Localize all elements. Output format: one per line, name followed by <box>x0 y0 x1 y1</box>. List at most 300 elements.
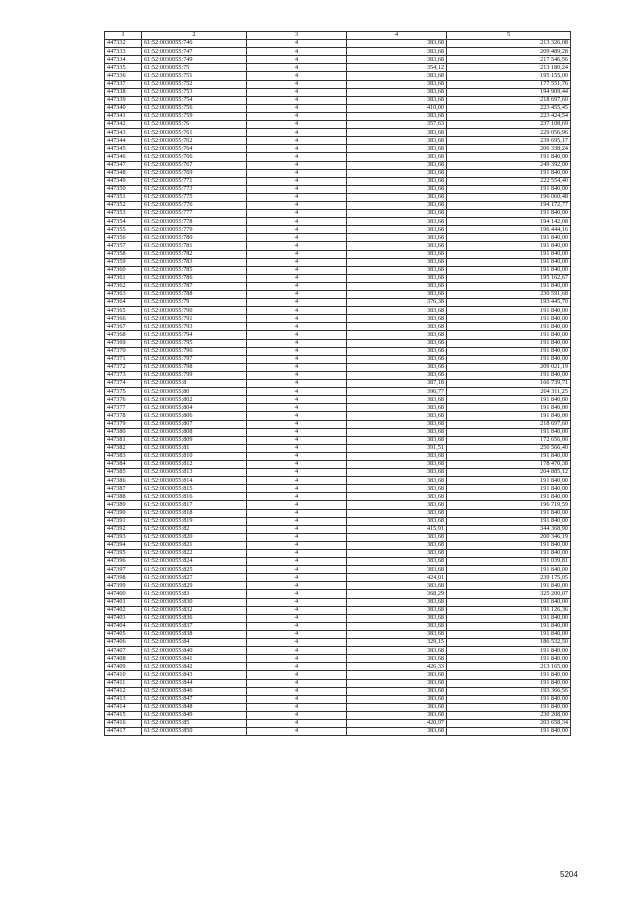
group-cell: 4 <box>247 428 347 436</box>
table-row <box>105 380 571 388</box>
rate-cell: 383,68 <box>347 323 447 331</box>
value-cell: 196 060,48 <box>447 193 571 201</box>
group-cell: 4 <box>247 663 347 671</box>
row-id-cell: 447337 <box>105 80 142 88</box>
cadastral-number-cell: 61:52:0030055:762 <box>142 137 247 145</box>
table-row <box>105 671 571 679</box>
group-cell: 4 <box>247 218 347 226</box>
cadastral-number-cell: 61:52:0030055:778 <box>142 218 247 226</box>
table-header-row <box>105 32 571 40</box>
value-cell: 213 326,08 <box>447 40 571 48</box>
table-row <box>105 598 571 606</box>
table-row <box>105 436 571 444</box>
value-cell: 191 840,00 <box>447 630 571 638</box>
value-cell: 203 658,34 <box>447 719 571 727</box>
value-cell: 191 840,00 <box>447 339 571 347</box>
table-row <box>105 48 571 56</box>
table-row <box>105 517 571 525</box>
group-cell: 4 <box>247 679 347 687</box>
rate-cell: 383,68 <box>347 210 447 218</box>
rate-cell: 383,68 <box>347 40 447 48</box>
group-cell: 4 <box>247 695 347 703</box>
table-row <box>105 477 571 485</box>
row-id-cell: 447408 <box>105 655 142 663</box>
cadastral-number-cell: 61:52:0030055:829 <box>142 582 247 590</box>
table-row <box>105 388 571 396</box>
table-row <box>105 719 571 727</box>
group-cell: 4 <box>247 145 347 153</box>
group-cell: 4 <box>247 96 347 104</box>
cadastral-number-cell: 61:52:0030055:838 <box>142 630 247 638</box>
cadastral-number-cell: 61:52:0030055:75 <box>142 64 247 72</box>
group-cell: 4 <box>247 307 347 315</box>
rate-cell: 383,68 <box>347 185 447 193</box>
row-id-cell: 447367 <box>105 323 142 331</box>
row-id-cell: 447391 <box>105 517 142 525</box>
value-cell: 191 840,00 <box>447 250 571 258</box>
cadastral-number-cell: 61:52:0030055:776 <box>142 201 247 209</box>
cadastral-number-cell: 61:52:0030055:850 <box>142 728 247 736</box>
group-cell: 4 <box>247 469 347 477</box>
value-cell: 191 840,00 <box>447 582 571 590</box>
group-cell: 4 <box>247 193 347 201</box>
value-cell: 191 840,00 <box>447 728 571 736</box>
group-cell: 4 <box>247 291 347 299</box>
group-cell: 4 <box>247 703 347 711</box>
value-cell: 196 719,59 <box>447 501 571 509</box>
value-cell: 249 392,00 <box>447 161 571 169</box>
rate-cell: 396,77 <box>347 388 447 396</box>
rate-cell: 383,68 <box>347 647 447 655</box>
value-cell: 250 566,40 <box>447 444 571 452</box>
rate-cell: 383,68 <box>347 517 447 525</box>
value-cell: 191 840,00 <box>447 509 571 517</box>
value-cell: 191 840,00 <box>447 598 571 606</box>
table-row <box>105 80 571 88</box>
value-cell: 191 840,00 <box>447 550 571 558</box>
group-cell: 4 <box>247 185 347 193</box>
row-id-cell: 447398 <box>105 574 142 582</box>
cadastral-number-cell: 61:52:0030055:790 <box>142 307 247 315</box>
group-cell: 4 <box>247 566 347 574</box>
value-cell: 191 840,00 <box>447 703 571 711</box>
value-cell: 204 311,25 <box>447 388 571 396</box>
row-id-cell: 447411 <box>105 679 142 687</box>
table-row <box>105 412 571 420</box>
column-header: 2 <box>142 32 247 40</box>
group-cell: 4 <box>247 711 347 719</box>
table-row <box>105 639 571 647</box>
rate-cell: 383,68 <box>347 630 447 638</box>
rate-cell: 383,68 <box>347 161 447 169</box>
group-cell: 4 <box>247 525 347 533</box>
rate-cell: 383,68 <box>347 242 447 250</box>
row-id-cell: 447412 <box>105 687 142 695</box>
rate-cell: 415,91 <box>347 525 447 533</box>
group-cell: 4 <box>247 396 347 404</box>
group-cell: 4 <box>247 728 347 736</box>
column-header: 3 <box>247 32 347 40</box>
row-id-cell: 447395 <box>105 550 142 558</box>
row-id-cell: 447338 <box>105 88 142 96</box>
rate-cell: 383,68 <box>347 533 447 541</box>
row-id-cell: 447397 <box>105 566 142 574</box>
group-cell: 4 <box>247 517 347 525</box>
rate-cell: 383,68 <box>347 282 447 290</box>
cadastral-number-cell: 61:52:0030055:85 <box>142 719 247 727</box>
value-cell: 191 840,00 <box>447 347 571 355</box>
group-cell: 4 <box>247 258 347 266</box>
value-cell: 344 368,90 <box>447 525 571 533</box>
rate-cell: 383,68 <box>347 347 447 355</box>
rate-cell: 354,12 <box>347 64 447 72</box>
value-cell: 191 840,00 <box>447 622 571 630</box>
value-cell: 204 885,12 <box>447 469 571 477</box>
group-cell: 4 <box>247 436 347 444</box>
group-cell: 4 <box>247 112 347 120</box>
row-id-cell: 447409 <box>105 663 142 671</box>
value-cell: 239 175,05 <box>447 574 571 582</box>
value-cell: 191 840,00 <box>447 671 571 679</box>
row-id-cell: 447380 <box>105 428 142 436</box>
value-cell: 191 840,00 <box>447 307 571 315</box>
row-id-cell: 447366 <box>105 315 142 323</box>
row-id-cell: 447341 <box>105 112 142 120</box>
rate-cell: 383,68 <box>347 412 447 420</box>
cadastral-number-cell: 61:52:0030055:837 <box>142 622 247 630</box>
value-cell: 191 840,00 <box>447 412 571 420</box>
rate-cell: 383,68 <box>347 339 447 347</box>
table-row <box>105 56 571 64</box>
rate-cell: 383,68 <box>347 606 447 614</box>
cadastral-number-cell: 61:52:0030055:795 <box>142 339 247 347</box>
row-id-cell: 447387 <box>105 485 142 493</box>
column-header: 1 <box>105 32 142 40</box>
value-cell: 191 840,00 <box>447 452 571 460</box>
group-cell: 4 <box>247 121 347 129</box>
rate-cell: 383,68 <box>347 201 447 209</box>
table-row <box>105 444 571 452</box>
table-row <box>105 323 571 331</box>
rate-cell: 383,68 <box>347 129 447 137</box>
table-row <box>105 582 571 590</box>
rate-cell: 424,01 <box>347 574 447 582</box>
rate-cell: 383,68 <box>347 428 447 436</box>
table-row <box>105 485 571 493</box>
row-id-cell: 447361 <box>105 274 142 282</box>
cadastral-number-cell: 61:52:0030055:756 <box>142 104 247 112</box>
row-id-cell: 447350 <box>105 185 142 193</box>
value-cell: 230 208,00 <box>447 711 571 719</box>
cadastral-number-cell: 61:52:0030055:804 <box>142 404 247 412</box>
row-id-cell: 447370 <box>105 347 142 355</box>
column-header: 5 <box>447 32 571 40</box>
group-cell: 4 <box>247 493 347 501</box>
value-cell: 191 840,00 <box>447 517 571 525</box>
cadastral-number-cell: 61:52:0030055:844 <box>142 679 247 687</box>
row-id-cell: 447362 <box>105 282 142 290</box>
rate-cell: 383,68 <box>347 622 447 630</box>
group-cell: 4 <box>247 48 347 56</box>
group-cell: 4 <box>247 129 347 137</box>
group-cell: 4 <box>247 622 347 630</box>
table-row <box>105 274 571 282</box>
group-cell: 4 <box>247 363 347 371</box>
row-id-cell: 447345 <box>105 145 142 153</box>
table-row <box>105 566 571 574</box>
rate-cell: 383,68 <box>347 234 447 242</box>
row-id-cell: 447376 <box>105 396 142 404</box>
table-row <box>105 307 571 315</box>
rate-cell: 383,68 <box>347 485 447 493</box>
cadastral-number-cell: 61:52:0030055:753 <box>142 88 247 96</box>
group-cell: 4 <box>247 477 347 485</box>
cadastral-number-cell: 61:52:0030055:814 <box>142 477 247 485</box>
table-row <box>105 655 571 663</box>
cadastral-number-cell: 61:52:0030055:779 <box>142 226 247 234</box>
cadastral-number-cell: 61:52:0030055:791 <box>142 315 247 323</box>
cadastral-number-cell: 61:52:0030055:796 <box>142 347 247 355</box>
group-cell: 4 <box>247 80 347 88</box>
cadastral-number-cell: 61:52:0030055:769 <box>142 169 247 177</box>
group-cell: 4 <box>247 201 347 209</box>
group-cell: 4 <box>247 509 347 517</box>
group-cell: 4 <box>247 541 347 549</box>
row-id-cell: 447354 <box>105 218 142 226</box>
value-cell: 191 840,00 <box>447 315 571 323</box>
value-cell: 213 165,00 <box>447 663 571 671</box>
row-id-cell: 447363 <box>105 291 142 299</box>
table-row <box>105 40 571 48</box>
row-id-cell: 447332 <box>105 40 142 48</box>
cadastral-number-cell: 61:52:0030055:847 <box>142 695 247 703</box>
value-cell: 191 840,00 <box>447 282 571 290</box>
group-cell: 4 <box>247 719 347 727</box>
cadastral-number-cell: 61:52:0030055:793 <box>142 323 247 331</box>
value-cell: 325 200,07 <box>447 590 571 598</box>
row-id-cell: 447384 <box>105 460 142 468</box>
rate-cell: 383,68 <box>347 315 447 323</box>
row-id-cell: 447377 <box>105 404 142 412</box>
group-cell: 4 <box>247 655 347 663</box>
value-cell: 191 840,00 <box>447 566 571 574</box>
cadastral-number-cell: 61:52:0030055:754 <box>142 96 247 104</box>
table-row <box>105 226 571 234</box>
cadastral-number-cell: 61:52:0030055:752 <box>142 80 247 88</box>
rate-cell: 383,68 <box>347 80 447 88</box>
value-cell: 191 840,00 <box>447 485 571 493</box>
rate-cell: 383,68 <box>347 96 447 104</box>
cadastral-number-cell: 61:52:0030055:817 <box>142 501 247 509</box>
value-cell: 194 909,44 <box>447 88 571 96</box>
cadastral-number-cell: 61:52:0030055:808 <box>142 428 247 436</box>
rate-cell: 368,29 <box>347 590 447 598</box>
row-id-cell: 447360 <box>105 266 142 274</box>
row-id-cell: 447378 <box>105 412 142 420</box>
table-row <box>105 104 571 112</box>
value-cell: 191 840,00 <box>447 371 571 379</box>
group-cell: 4 <box>247 72 347 80</box>
rate-cell: 383,68 <box>347 469 447 477</box>
cadastral-number-cell: 61:52:0030055:82 <box>142 525 247 533</box>
row-id-cell: 447369 <box>105 339 142 347</box>
cadastral-number-cell: 61:52:0030055:799 <box>142 371 247 379</box>
value-cell: 195 162,67 <box>447 274 571 282</box>
rate-cell: 383,68 <box>347 558 447 566</box>
row-id-cell: 447396 <box>105 558 142 566</box>
row-id-cell: 447373 <box>105 371 142 379</box>
table-row <box>105 371 571 379</box>
value-cell: 218 697,60 <box>447 420 571 428</box>
value-cell: 191 840,00 <box>447 428 571 436</box>
rate-cell: 383,68 <box>347 436 447 444</box>
table-row <box>105 525 571 533</box>
row-id-cell: 447381 <box>105 436 142 444</box>
rate-cell: 383,68 <box>347 363 447 371</box>
cadastral-number-cell: 61:52:0030055:759 <box>142 112 247 120</box>
group-cell: 4 <box>247 137 347 145</box>
row-id-cell: 447348 <box>105 169 142 177</box>
cadastral-number-cell: 61:52:0030055:83 <box>142 590 247 598</box>
cadastral-number-cell: 61:52:0030055:832 <box>142 606 247 614</box>
table-row <box>105 574 571 582</box>
value-cell: 166 739,71 <box>447 380 571 388</box>
value-cell: 230 591,68 <box>447 291 571 299</box>
table-row <box>105 331 571 339</box>
group-cell: 4 <box>247 671 347 679</box>
cadastral-number-cell: 61:52:0030055:775 <box>142 193 247 201</box>
row-id-cell: 447353 <box>105 210 142 218</box>
group-cell: 4 <box>247 210 347 218</box>
group-cell: 4 <box>247 331 347 339</box>
table-row <box>105 363 571 371</box>
table-row <box>105 404 571 412</box>
table-row <box>105 558 571 566</box>
value-cell: 229 056,96 <box>447 129 571 137</box>
row-id-cell: 447399 <box>105 582 142 590</box>
cadastral-number-cell: 61:52:0030055:767 <box>142 161 247 169</box>
cadastral-number-cell: 61:52:0030055:849 <box>142 711 247 719</box>
rate-cell: 391,51 <box>347 444 447 452</box>
value-cell: 194 172,77 <box>447 201 571 209</box>
group-cell: 4 <box>247 104 347 112</box>
rate-cell: 383,68 <box>347 145 447 153</box>
rate-cell: 383,68 <box>347 218 447 226</box>
cadastral-number-cell: 61:52:0030055:848 <box>142 703 247 711</box>
group-cell: 4 <box>247 323 347 331</box>
rate-cell: 383,68 <box>347 541 447 549</box>
row-id-cell: 447417 <box>105 728 142 736</box>
rate-cell: 383,68 <box>347 679 447 687</box>
rate-cell: 383,68 <box>347 169 447 177</box>
group-cell: 4 <box>247 412 347 420</box>
table-row <box>105 428 571 436</box>
table-row <box>105 590 571 598</box>
group-cell: 4 <box>247 250 347 258</box>
value-cell: 191 840,00 <box>447 541 571 549</box>
group-cell: 4 <box>247 614 347 622</box>
rate-cell: 383,68 <box>347 671 447 679</box>
row-id-cell: 447351 <box>105 193 142 201</box>
cadastral-number-cell: 61:52:0030055:81 <box>142 444 247 452</box>
cadastral-number-cell: 61:52:0030055:777 <box>142 210 247 218</box>
table-row <box>105 299 571 307</box>
value-cell: 191 840,00 <box>447 234 571 242</box>
group-cell: 4 <box>247 550 347 558</box>
table-row <box>105 695 571 703</box>
value-cell: 223 455,45 <box>447 104 571 112</box>
cadastral-number-cell: 61:52:0030055:79 <box>142 299 247 307</box>
cadastral-number-cell: 61:52:0030055:8 <box>142 380 247 388</box>
row-id-cell: 447389 <box>105 501 142 509</box>
rate-cell: 383,68 <box>347 226 447 234</box>
value-cell: 191 840,00 <box>447 695 571 703</box>
value-cell: 196 444,16 <box>447 226 571 234</box>
row-id-cell: 447415 <box>105 711 142 719</box>
cadastral-number-cell: 61:52:0030055:807 <box>142 420 247 428</box>
value-cell: 191 840,00 <box>447 396 571 404</box>
value-cell: 191 840,00 <box>447 331 571 339</box>
cadastral-number-cell: 61:52:0030055:771 <box>142 177 247 185</box>
rate-cell: 383,68 <box>347 404 447 412</box>
value-cell: 209 489,28 <box>447 48 571 56</box>
table-row <box>105 193 571 201</box>
cadastral-number-cell: 61:52:0030055:820 <box>142 533 247 541</box>
group-cell: 4 <box>247 647 347 655</box>
row-id-cell: 447339 <box>105 96 142 104</box>
cadastral-number-cell: 61:52:0030055:830 <box>142 598 247 606</box>
table-row <box>105 96 571 104</box>
cadastral-number-cell: 61:52:0030055:806 <box>142 412 247 420</box>
cadastral-number-cell: 61:52:0030055:76 <box>142 121 247 129</box>
table-row <box>105 355 571 363</box>
value-cell: 177 551,76 <box>447 80 571 88</box>
cadastral-number-cell: 61:52:0030055:794 <box>142 331 247 339</box>
cadastral-number-cell: 61:52:0030055:780 <box>142 234 247 242</box>
value-cell: 237 108,69 <box>447 121 571 129</box>
rate-cell: 383,68 <box>347 614 447 622</box>
rate-cell: 383,68 <box>347 396 447 404</box>
rate-cell: 426,33 <box>347 663 447 671</box>
rate-cell: 383,68 <box>347 371 447 379</box>
rate-cell: 383,68 <box>347 193 447 201</box>
registry-table <box>104 31 571 736</box>
row-id-cell: 447385 <box>105 469 142 477</box>
group-cell: 4 <box>247 533 347 541</box>
table-row <box>105 420 571 428</box>
cadastral-number-cell: 61:52:0030055:787 <box>142 282 247 290</box>
cadastral-number-cell: 61:52:0030055:822 <box>142 550 247 558</box>
value-cell: 213 180,24 <box>447 64 571 72</box>
table-row <box>105 153 571 161</box>
rate-cell: 383,68 <box>347 566 447 574</box>
value-cell: 194 142,08 <box>447 218 571 226</box>
group-cell: 4 <box>247 226 347 234</box>
rate-cell: 387,18 <box>347 380 447 388</box>
table-row <box>105 647 571 655</box>
group-cell: 4 <box>247 40 347 48</box>
page-number: 5204 <box>560 870 578 879</box>
row-id-cell: 447374 <box>105 380 142 388</box>
value-cell: 191 126,36 <box>447 606 571 614</box>
value-cell: 191 840,00 <box>447 323 571 331</box>
cadastral-number-cell: 61:52:0030055:786 <box>142 274 247 282</box>
value-cell: 191 840,00 <box>447 242 571 250</box>
value-cell: 200 346,19 <box>447 533 571 541</box>
group-cell: 4 <box>247 452 347 460</box>
rate-cell: 383,68 <box>347 153 447 161</box>
table-body <box>105 40 571 736</box>
